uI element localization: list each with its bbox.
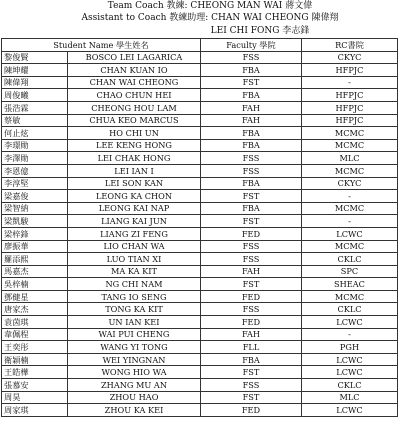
student-english-name: LEE KENG HONG [68, 139, 201, 152]
student-chinese-name: 周俊曦 [2, 89, 68, 102]
student-chinese-name: 王奕彤 [2, 341, 68, 354]
faculty-cell: FBA [201, 353, 302, 366]
table-row [2, 215, 398, 228]
faculty-cell: FED [201, 227, 302, 240]
table-row [2, 152, 398, 165]
table-row [2, 253, 398, 266]
student-chinese-name: 何止炫 [2, 127, 68, 140]
team-coach-line: Team Coach 教練: CHEONG MAN WAI 蔣文偉 [107, 1, 313, 11]
faculty-cell: FST [201, 76, 302, 89]
faculty-cell: FBA [201, 127, 302, 140]
rc-cell: LCWC [302, 316, 398, 329]
faculty-cell: FSS [201, 164, 302, 177]
student-english-name: TONG KA KIT [68, 303, 201, 316]
student-english-name: CHEONG HOU LAM [68, 101, 201, 114]
faculty-cell: FST [201, 278, 302, 291]
table-row [2, 353, 398, 366]
faculty-cell: FST [201, 190, 302, 203]
student-english-name: UN IAN KEI [68, 316, 201, 329]
student-english-name: ZHOU HAO [68, 391, 201, 404]
rc-cell: CKLC [302, 379, 398, 392]
student-chinese-name: 李恩億 [2, 164, 68, 177]
student-english-name: MA KA KIT [68, 265, 201, 278]
student-chinese-name: 唐家杰 [2, 303, 68, 316]
team-header [0, 0, 400, 38]
rc-cell: MCMC [302, 139, 398, 152]
rc-cell: HFPJC [302, 114, 398, 127]
table-row [2, 379, 398, 392]
rc-cell: PGH [302, 341, 398, 354]
student-english-name: LEONG KAI NAP [68, 202, 201, 215]
student-english-name: LUO TIAN XI [68, 253, 201, 266]
rc-cell: CKLC [302, 303, 398, 316]
faculty-cell: FLL [201, 341, 302, 354]
assistant-coach-line: Assistant to Coach 教練助理: CHAN WAI CHEONG 陳偉翔 [81, 13, 339, 23]
faculty-cell: FBA [201, 64, 302, 77]
rc-cell: CKYC [302, 51, 398, 64]
student-english-name: WEI YINGNAN [68, 353, 201, 366]
student-chinese-name: 廖振華 [2, 240, 68, 253]
rc-cell: MCMC [302, 164, 398, 177]
table-row [2, 89, 398, 102]
rc-cell: MCMC [302, 127, 398, 140]
faculty-cell: FAH [201, 265, 302, 278]
student-english-name: LEI CHAK HONG [68, 152, 201, 165]
student-chinese-name: 韋佩程 [2, 328, 68, 341]
rc-cell: HFPJC [302, 101, 398, 114]
table-row [2, 240, 398, 253]
rc-cell: LCWC [302, 227, 398, 240]
student-english-name: CHAN KUAN IO [68, 64, 201, 77]
student-chinese-name: 張慕安 [2, 379, 68, 392]
student-chinese-name: 梁梓鋒 [2, 227, 68, 240]
table-row [2, 227, 398, 240]
student-roster-table [1, 38, 398, 417]
faculty-cell: FSS [201, 152, 302, 165]
faculty-cell: FED [201, 316, 302, 329]
table-row [2, 177, 398, 190]
student-english-name: ZHOU KA KEI [68, 404, 201, 417]
table-row [2, 278, 398, 291]
student-english-name: LIANG ZI FENG [68, 227, 201, 240]
table-row [2, 366, 398, 379]
student-chinese-name: 梁嘉俊 [2, 190, 68, 203]
student-english-name: LIO CHAN WA [68, 240, 201, 253]
faculty-cell: FST [201, 391, 302, 404]
table-row [2, 51, 398, 64]
faculty-cell: FED [201, 404, 302, 417]
student-english-name: CHAO CHUN HEI [68, 89, 201, 102]
student-chinese-name: 梁智納 [2, 202, 68, 215]
student-chinese-name: 鄧健星 [2, 290, 68, 303]
faculty-cell: FST [201, 366, 302, 379]
faculty-cell: FAH [201, 328, 302, 341]
faculty-cell: FSS [201, 303, 302, 316]
student-english-name: LIANG KAI JUN [68, 215, 201, 228]
faculty-cell: FSS [201, 51, 302, 64]
table-row [2, 164, 398, 177]
table-row [2, 290, 398, 303]
student-english-name: LEI SON KAN [68, 177, 201, 190]
faculty-cell: FBA [201, 89, 302, 102]
rc-cell: - [302, 215, 398, 228]
student-english-name: LEI IAN I [68, 164, 201, 177]
student-chinese-name: 李璟勛 [2, 139, 68, 152]
student-chinese-name: 李澤勛 [2, 152, 68, 165]
student-chinese-name: 蔡敏 [2, 114, 68, 127]
student-chinese-name: 張浩霖 [2, 101, 68, 114]
table-row [2, 127, 398, 140]
table-row [2, 328, 398, 341]
table-row [2, 316, 398, 329]
faculty-cell: FED [201, 290, 302, 303]
rc-cell: HFPJC [302, 89, 398, 102]
table-row [2, 404, 398, 417]
table-row [2, 139, 398, 152]
faculty-cell: FSS [201, 379, 302, 392]
rc-cell: - [302, 328, 398, 341]
faculty-cell: FAH [201, 114, 302, 127]
student-english-name: TANG IO SENG [68, 290, 201, 303]
student-chinese-name: 馬嘉杰 [2, 265, 68, 278]
student-english-name: WAI PUI CHENG [68, 328, 201, 341]
rc-cell: - [302, 76, 398, 89]
student-english-name: WANG YI TONG [68, 341, 201, 354]
faculty-cell: FBA [201, 177, 302, 190]
table-row [2, 64, 398, 77]
faculty-cell: FSS [201, 240, 302, 253]
student-chinese-name: 羅添熙 [2, 253, 68, 266]
table-row [2, 114, 398, 127]
rc-cell: MLC [302, 152, 398, 165]
table-row [2, 391, 398, 404]
student-chinese-name: 陳坤耀 [2, 64, 68, 77]
student-chinese-name: 陳偉翔 [2, 76, 68, 89]
rc-header: RC書院 [302, 39, 398, 52]
rc-cell: CKYC [302, 177, 398, 190]
rc-cell: MCMC [302, 290, 398, 303]
rc-cell: SHEAC [302, 278, 398, 291]
table-row [2, 190, 398, 203]
faculty-cell: FBA [201, 139, 302, 152]
rc-cell: - [302, 190, 398, 203]
table-row [2, 265, 398, 278]
faculty-header: Faculty 學院 [201, 39, 302, 52]
table-header-row [2, 39, 398, 52]
student-english-name: CHAN WAI CHEONG [68, 76, 201, 89]
student-chinese-name: 王皓樺 [2, 366, 68, 379]
student-english-name: BOSCO LEI LAGARICA [68, 51, 201, 64]
faculty-cell: FSS [201, 253, 302, 266]
roster-body [2, 51, 398, 416]
rc-cell: MLC [302, 391, 398, 404]
student-chinese-name: 袁茵琪 [2, 316, 68, 329]
table-row [2, 303, 398, 316]
rc-cell: CKLC [302, 253, 398, 266]
rc-cell: HFPJC [302, 64, 398, 77]
student-chinese-name: 梁凱駿 [2, 215, 68, 228]
rc-cell: SPC [302, 265, 398, 278]
rc-cell: LCWC [302, 366, 398, 379]
rc-cell: LCWC [302, 353, 398, 366]
student-english-name: CHUA KEO MARCUS [68, 114, 201, 127]
student-english-name: HO CHI UN [68, 127, 201, 140]
rc-cell: LCWC [302, 404, 398, 417]
table-row [2, 76, 398, 89]
student-chinese-name: 周家琪 [2, 404, 68, 417]
table-row [2, 101, 398, 114]
student-english-name: NG CHI NAM [68, 278, 201, 291]
table-row [2, 202, 398, 215]
rc-cell: MCMC [302, 240, 398, 253]
faculty-cell: FBA [201, 202, 302, 215]
student-chinese-name: 吳梓楠 [2, 278, 68, 291]
student-chinese-name: 李淳堅 [2, 177, 68, 190]
student-chinese-name: 周昊 [2, 391, 68, 404]
student-english-name: LEONG KA CHON [68, 190, 201, 203]
faculty-cell: FAH [201, 101, 302, 114]
table-row [2, 341, 398, 354]
rc-cell: MCMC [302, 202, 398, 215]
student-english-name: ZHANG MU AN [68, 379, 201, 392]
faculty-cell: FST [201, 215, 302, 228]
student-chinese-name: 黎俊賢 [2, 51, 68, 64]
student-chinese-name: 衛穎楠 [2, 353, 68, 366]
assistant-coach-line-2: LEI CHI FONG 李志鋒 [210, 26, 310, 36]
student-name-header: Student Name 學生姓名 [2, 39, 201, 52]
student-english-name: WONG HIO WA [68, 366, 201, 379]
